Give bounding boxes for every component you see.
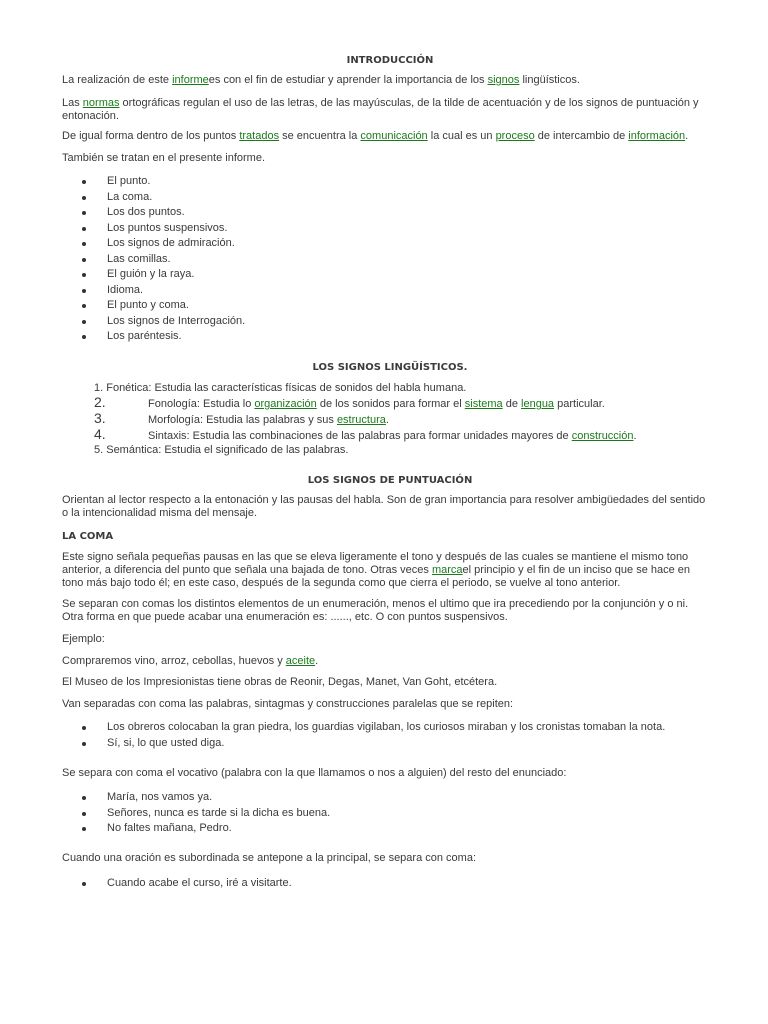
- numbered-item-4: 4. Sintaxis: Estudia las combinaciones de las palabras para formar unidades mayores de construcción.: [94, 426, 637, 442]
- list-item: Los paréntesis.: [62, 329, 245, 345]
- link-estructura[interactable]: estructura: [336, 414, 386, 426]
- link-construccion[interactable]: construcción: [571, 430, 634, 442]
- example-list-3: [62, 876, 292, 892]
- list-item: El punto y coma.: [62, 298, 245, 314]
- coma-example-1: Compraremos vino, arroz, cebollas, huevos y aceite.: [62, 655, 319, 667]
- topics-list: [62, 174, 245, 345]
- link-sistema[interactable]: sistema: [464, 398, 503, 410]
- link-signos[interactable]: signos: [487, 74, 520, 86]
- coma-heading: LA COMA: [62, 531, 114, 542]
- coma-paragraph-2: Se separan con comas los distintos elementos de un enumeración, menos el ultimo que ira precediendo por la conjunción y o ni. Otra forma en que puede acabar una enumeración es: ......, etc. O con puntos suspensivos.: [62, 598, 689, 623]
- numbered-item-1: 1. Fonética: Estudia las características físicas de sonidos del habla humana.: [94, 382, 467, 394]
- numbered-item-2: 2. Fonología: Estudia lo organización de los sonidos para formar el sistema de lengua particular.: [94, 394, 605, 410]
- link-aceite[interactable]: aceite: [285, 655, 316, 667]
- link-informacion[interactable]: información: [628, 130, 686, 142]
- list-item: Los dos puntos.: [62, 205, 245, 221]
- coma-paragraph-3: Ejemplo:: [62, 633, 105, 645]
- coma-paragraph-5: Se separa con coma el vocativo (palabra con la que llamamos o nos a alguien) del resto del enunciado:: [62, 767, 567, 779]
- link-lengua[interactable]: lengua: [521, 398, 555, 410]
- intro-paragraph-3: De igual forma dentro de los puntos tratados se encuentra la comunicación la cual es un proceso de intercambio de información.: [62, 130, 689, 142]
- link-normas[interactable]: normas: [82, 97, 120, 109]
- list-item: Los obreros colocaban la gran piedra, los guardias vigilaban, los curiosos miraban y los cronistas tomaban la nota.: [62, 720, 665, 736]
- example-list-1: [62, 720, 665, 751]
- example-list-2: [62, 790, 330, 837]
- coma-example-2: El Museo de los Impresionistas tiene obras de Reonir, Degas, Manet, Van Goht, etcétera.: [62, 676, 498, 688]
- intro-paragraph-2: Las normas ortográficas regulan el uso de las letras, de las mayúsculas, de la tilde de acentuación y de los signos de puntuación y entonación.: [62, 97, 699, 122]
- list-item: Idioma.: [62, 283, 245, 299]
- list-item: Los puntos suspensivos.: [62, 221, 245, 237]
- list-item: La coma.: [62, 190, 245, 206]
- numbered-item-3: 3. Morfología: Estudia las palabras y sus estructura.: [94, 410, 389, 426]
- link-proceso[interactable]: proceso: [495, 130, 535, 142]
- list-item: El guión y la raya.: [62, 267, 245, 283]
- intro-paragraph-1: La realización de este informees con el fin de estudiar y aprender la importancia de los signos lingüísticos.: [62, 74, 580, 86]
- list-item: Cuando acabe el curso, iré a visitarte.: [62, 876, 292, 892]
- list-item: Los signos de Interrogación.: [62, 314, 245, 330]
- coma-paragraph-6: Cuando una oración es subordinada se antepone a la principal, se separa con coma:: [62, 852, 476, 864]
- list-item: Los signos de admiración.: [62, 236, 245, 252]
- numbered-item-5: 5. Semántica: Estudia el significado de las palabras.: [94, 444, 349, 456]
- list-item: El punto.: [62, 174, 245, 190]
- link-organizacion[interactable]: organización: [254, 398, 317, 410]
- coma-paragraph-1: Este signo señala pequeñas pausas en las que se eleva ligeramente el tono y después de las cuales se mantiene el mismo tono anterior, a diferencia del punto que señala una bajada de tono. Otras veces marcael principio y el fin de un inciso que se hace en tono más bajo todo él; en este caso, después de la segunda como que cierra el periodo, se vuelve al tono anterior.: [62, 551, 691, 589]
- signos-heading: LOS SIGNOS LINGÜÍSTICOS.: [312, 362, 468, 373]
- link-comunicacion[interactable]: comunicación: [360, 130, 428, 142]
- list-item: Sí, si, lo que usted diga.: [62, 736, 665, 752]
- link-marca[interactable]: marca: [431, 564, 463, 576]
- link-tratados[interactable]: tratados: [239, 130, 280, 142]
- list-item: Las comillas.: [62, 252, 245, 268]
- list-item: María, nos vamos ya.: [62, 790, 330, 806]
- intro-paragraph-4: También se tratan en el presente informe.: [62, 152, 266, 164]
- coma-paragraph-4: Van separadas con coma las palabras, sintagmas y construcciones paralelas que se repiten:: [62, 698, 514, 710]
- intro-heading: INTRODUCCIÓN: [346, 55, 434, 66]
- puntuacion-paragraph-1: Orientan al lector respecto a la entonación y las pausas del habla. Son de gran importancia para resolver ambigüedades del sentido o la intencionalidad misma del mensaje.: [62, 494, 706, 519]
- link-informe[interactable]: informe: [172, 74, 209, 86]
- puntuacion-heading: LOS SIGNOS DE PUNTUACIÓN: [307, 475, 473, 486]
- list-item: Señores, nunca es tarde si la dicha es buena.: [62, 806, 330, 822]
- list-item: No faltes mañana, Pedro.: [62, 821, 330, 837]
